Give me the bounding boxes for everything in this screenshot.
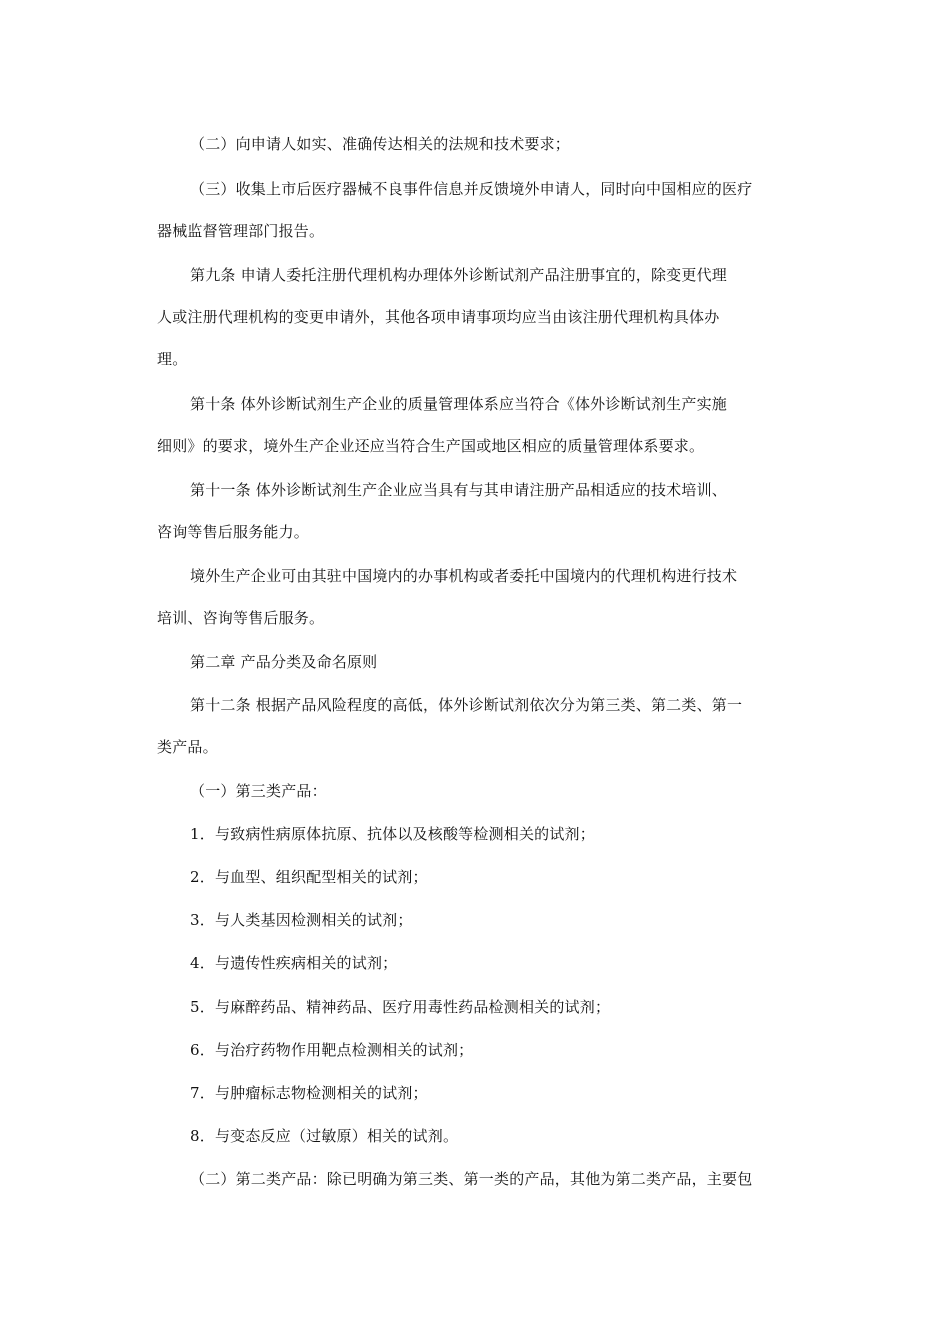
paragraph-line: 器械监督管理部门报告。 xyxy=(157,222,325,240)
paragraph-line: 第十一条 体外诊断试剂生产企业应当具有与其申请注册产品相适应的技术培训、 xyxy=(190,481,727,499)
list-item: 5．与麻醉药品、精神药品、医疗用毒性药品检测相关的试剂； xyxy=(190,998,611,1016)
paragraph-line: 类产品。 xyxy=(157,738,218,756)
paragraph-line: （二）向申请人如实、准确传达相关的法规和技术要求； xyxy=(190,135,571,153)
paragraph-line: 咨询等售后服务能力。 xyxy=(157,523,310,541)
list-item: 1．与致病性病原体抗原、抗体以及核酸等检测相关的试剂； xyxy=(190,825,595,843)
paragraph-line: （三）收集上市后医疗器械不良事件信息并反馈境外申请人，同时向中国相应的医疗 xyxy=(190,180,753,198)
paragraph-line: （二）第二类产品：除已明确为第三类、第一类的产品，其他为第二类产品，主要包 xyxy=(190,1170,753,1188)
paragraph-line: 第九条 申请人委托注册代理机构办理体外诊断试剂产品注册事宜的，除变更代理 xyxy=(190,266,727,284)
paragraph-line: 理。 xyxy=(157,350,188,368)
paragraph-line: 境外生产企业可由其驻中国境内的办事机构或者委托中国境内的代理机构进行技术 xyxy=(190,567,738,585)
list-item: 6．与治疗药物作用靶点检测相关的试剂； xyxy=(190,1041,474,1059)
paragraph-line: 人或注册代理机构的变更申请外，其他各项申请事项均应当由该注册代理机构具体办 xyxy=(157,308,720,326)
list-item: 7．与肿瘤标志物检测相关的试剂； xyxy=(190,1084,428,1102)
paragraph-line: 第十条 体外诊断试剂生产企业的质量管理体系应当符合《体外诊断试剂生产实施 xyxy=(190,395,727,413)
paragraph-line: 第十二条 根据产品风险程度的高低，体外诊断试剂依次分为第三类、第二类、第一 xyxy=(190,696,743,714)
paragraph-line: （一）第三类产品： xyxy=(190,782,327,800)
paragraph-line: 细则》的要求，境外生产企业还应当符合生产国或地区相应的质量管理体系要求。 xyxy=(157,437,705,455)
paragraph-line: 培训、咨询等售后服务。 xyxy=(157,609,325,627)
list-item: 3．与人类基因检测相关的试剂； xyxy=(190,911,413,929)
list-item: 8．与变态反应（过敏原）相关的试剂。 xyxy=(190,1127,459,1145)
list-item: 4．与遗传性疾病相关的试剂； xyxy=(190,954,398,972)
chapter-heading: 第二章 产品分类及命名原则 xyxy=(190,653,378,671)
list-item: 2．与血型、组织配型相关的试剂； xyxy=(190,868,428,886)
